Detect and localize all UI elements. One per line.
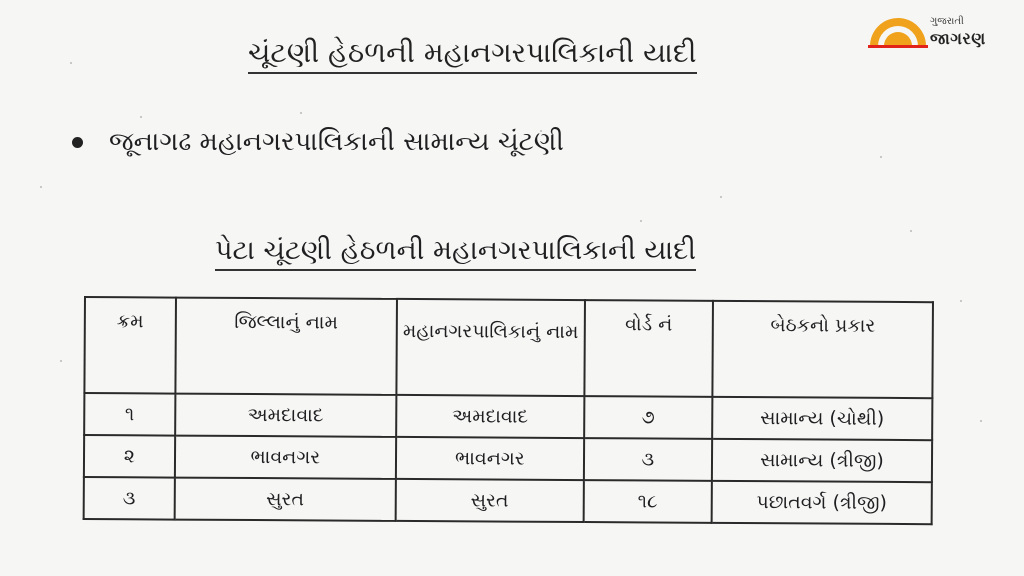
brand-name: જાગરણ: [930, 29, 986, 48]
bullet-text: જૂનાગઢ મહાનગરપાલિકાની સામાન્ય ચૂંટણી: [109, 127, 564, 157]
brand-small-text: ગુજરાતી: [930, 16, 964, 27]
table-header-row: [84, 297, 933, 398]
cell-serial: ૩: [84, 477, 175, 520]
section-subtitle: પેટા ચૂંટણી હેઠળની મહાનગરપાલિકાની યાદી: [215, 235, 696, 271]
cell-corporation: સુરત: [396, 479, 584, 522]
bullet-item: [72, 127, 564, 158]
table-row: [84, 393, 932, 440]
cell-ward: ૭: [584, 396, 712, 439]
page-title: ચૂંટણી હેઠળની મહાનગરપાલિકાની યાદી: [248, 36, 697, 74]
brand-logo: [866, 14, 1006, 54]
header-seat-type: બેઠકનો પ્રકાર: [712, 301, 933, 398]
cell-corporation: ભાવનગર: [396, 437, 584, 480]
cell-district: અમદાવાદ: [175, 394, 397, 437]
cell-serial: ૧: [84, 393, 175, 436]
header-ward: વોર્ડ નં: [584, 300, 713, 397]
cell-seat-type: સામાન્ય (ચોથી): [712, 397, 932, 440]
cell-district: સુરત: [174, 478, 396, 521]
header-corporation: મહાનગરપાલિકાનું નામ: [396, 299, 584, 396]
cell-serial: ૨: [84, 435, 175, 478]
table-row: [84, 435, 932, 482]
sun-logo-icon: [866, 16, 930, 48]
cell-ward: ૧૮: [583, 480, 711, 523]
table-row: [84, 477, 932, 524]
cell-corporation: અમદાવાદ: [396, 395, 584, 438]
corporation-table: [83, 296, 934, 525]
header-district: જિલ્લાનું નામ: [175, 298, 397, 395]
header-serial: ક્રમ: [84, 297, 175, 394]
cell-district: ભાવનગર: [174, 436, 396, 479]
cell-seat-type: પછાતવર્ગ (ત્રીજી): [712, 481, 932, 524]
cell-ward: ૩: [584, 438, 712, 481]
cell-seat-type: સામાન્ય (ત્રીજી): [712, 439, 932, 482]
bullet-icon: [72, 137, 83, 148]
